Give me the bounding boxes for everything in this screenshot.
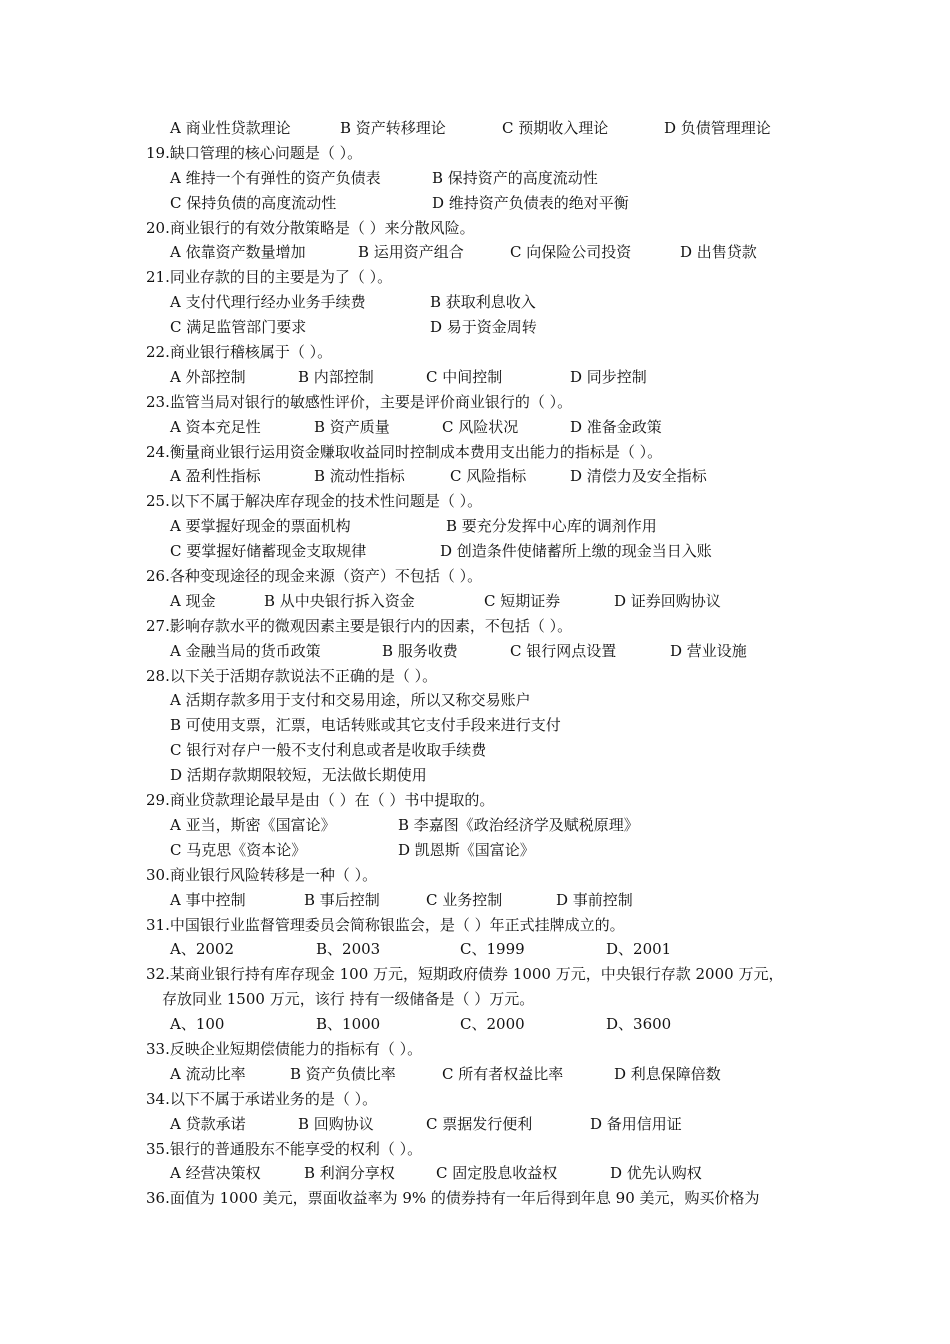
- option-row: [146, 1161, 826, 1186]
- question-stem: 22.商业银行稽核属于（ ）。: [146, 343, 333, 362]
- answer-option: C 要掌握好储蓄现金支取规律: [170, 542, 367, 561]
- answer-option: B 运用资产组合: [358, 243, 464, 262]
- answer-option: A 经营决策权: [170, 1164, 261, 1183]
- option-row: [146, 713, 826, 738]
- answer-option: A 贷款承诺: [170, 1114, 246, 1133]
- answer-option: A、2002: [170, 940, 235, 959]
- question-stem-continued: 存放同业 1500 万元，该行 持有一级储备是（ ）万元。: [162, 990, 535, 1009]
- answer-option: A 亚当，斯密《国富论》: [170, 815, 336, 834]
- answer-option: C 固定股息收益权: [436, 1164, 558, 1183]
- option-row: [146, 514, 826, 539]
- option-row: [146, 688, 826, 713]
- answer-option: D 准备金政策: [570, 417, 662, 436]
- answer-option: B 从中央银行拆入资金: [264, 591, 415, 610]
- question-stem: 32.某商业银行持有库存现金 100 万元，短期政府债券 1000 万元，中央银行存款 2000 万元，: [146, 965, 784, 984]
- answer-option: C 马克思《资本论》: [170, 840, 307, 859]
- question-stem: 33.反映企业短期偿债能力的指标有（ ）。: [146, 1039, 423, 1058]
- option-row: [146, 813, 826, 838]
- answer-option: C 银行对存户一般不支付利息或者是收取手续费: [170, 741, 487, 760]
- answer-option: C 业务控制: [426, 890, 503, 909]
- answer-option: B 事后控制: [304, 890, 380, 909]
- option-row: [146, 1112, 826, 1137]
- option-row: [146, 191, 826, 216]
- question-stem: 23.监管当局对银行的敏感性评价，主要是评价商业银行的（ ）。: [146, 392, 573, 411]
- answer-option: C 短期证券: [484, 591, 561, 610]
- answer-option: A 事中控制: [170, 890, 246, 909]
- answer-option: A、100: [170, 1015, 225, 1034]
- answer-option: B 资产质量: [314, 417, 390, 436]
- question-stem: 36.面值为 1000 美元，票面收益率为 9% 的债券持有一年后得到年息 90 美元，购买价格为: [146, 1189, 760, 1208]
- answer-option: D 事前控制: [556, 890, 633, 909]
- answer-option: C 中间控制: [426, 367, 503, 386]
- question-stem: 24.衡量商业银行运用资金赚取收益同时控制成本费用支出能力的指标是（ ）。: [146, 442, 663, 461]
- answer-option: A 要掌握好现金的票面机构: [170, 517, 351, 536]
- question-stem: 19.缺口管理的核心问题是（ ）。: [146, 143, 363, 162]
- option-row: [146, 539, 826, 564]
- answer-option: D 凯恩斯《国富论》: [398, 840, 535, 859]
- option-row: [146, 937, 826, 962]
- answer-option: A 外部控制: [170, 367, 246, 386]
- answer-option: B 资产负债比率: [290, 1064, 396, 1083]
- answer-option: D 清偿力及安全指标: [570, 467, 707, 486]
- answer-option: B 内部控制: [298, 367, 374, 386]
- answer-option: D 优先认购权: [610, 1164, 702, 1183]
- answer-option: A 流动比率: [170, 1064, 246, 1083]
- answer-option: D 利息保障倍数: [614, 1064, 721, 1083]
- answer-option: C 风险指标: [450, 467, 527, 486]
- answer-option: B 服务收费: [382, 641, 458, 660]
- answer-option: A 金融当局的货币政策: [170, 641, 321, 660]
- answer-option: B 获取利息收入: [430, 293, 536, 312]
- option-row: [146, 240, 826, 265]
- question-stem: 21.同业存款的目的主要是为了（ ）。: [146, 268, 393, 287]
- option-row: [146, 763, 826, 788]
- option-row: [146, 1012, 826, 1037]
- option-row: [146, 315, 826, 340]
- option-row: [146, 589, 826, 614]
- answer-option: C、1999: [460, 940, 525, 959]
- answer-option: C 满足监管部门要求: [170, 318, 307, 337]
- answer-option: D、2001: [606, 940, 672, 959]
- question-stem: 25.以下不属于解决库存现金的技术性问题是（ ）。: [146, 492, 483, 511]
- answer-option: C 票据发行便利: [426, 1114, 533, 1133]
- answer-option: A 盈利性指标: [170, 467, 261, 486]
- answer-option: B 资产转移理论: [340, 119, 446, 137]
- answer-option: C 保持负债的高度流动性: [170, 193, 337, 212]
- question-stem: 29.商业贷款理论最早是由（ ）在（ ）书中提取的。: [146, 791, 495, 810]
- answer-option: C、2000: [460, 1015, 525, 1034]
- answer-option: A 商业性贷款理论: [170, 119, 291, 137]
- option-row: [146, 166, 826, 191]
- answer-option: B 流动性指标: [314, 467, 405, 486]
- option-row: [146, 888, 826, 913]
- answer-option: B 要充分发挥中心库的调剂作用: [446, 517, 657, 536]
- option-row: [146, 738, 826, 763]
- question-stem: 34.以下不属于承诺业务的是（ ）。: [146, 1089, 378, 1108]
- answer-option: D 证券回购协议: [614, 591, 721, 610]
- question-stem: 30.商业银行风险转移是一种（ ）。: [146, 865, 378, 884]
- question-stem: 27.影响存款水平的微观因素主要是银行内的因素，不包括（ ）。: [146, 616, 573, 635]
- answer-option: B 保持资产的高度流动性: [432, 168, 598, 187]
- answer-option: B 利润分享权: [304, 1164, 395, 1183]
- question-stem: 35.银行的普通股东不能享受的权利（ ）。: [146, 1139, 423, 1158]
- answer-option: B 可使用支票，汇票，电话转账或其它支付手段来进行支付: [170, 716, 561, 735]
- answer-option: D 备用信用证: [590, 1114, 682, 1133]
- answer-option: D 出售贷款: [680, 243, 757, 262]
- answer-option: C 向保险公司投资: [510, 243, 632, 262]
- answer-option: D 易于资金周转: [430, 318, 537, 337]
- answer-option: D 同步控制: [570, 367, 647, 386]
- answer-option: D 负债管理理论: [664, 119, 771, 137]
- answer-option: D 维持资产负债表的绝对平衡: [432, 193, 629, 212]
- answer-option: C 银行网点设置: [510, 641, 617, 660]
- option-row: [146, 415, 826, 440]
- option-row: [146, 116, 826, 141]
- answer-option: D 创造条件使储蓄所上缴的现金当日入账: [440, 542, 712, 561]
- answer-option: B 李嘉图《政治经济学及赋税原理》: [398, 815, 639, 834]
- answer-option: D 活期存款期限较短，无法做长期使用: [170, 766, 427, 785]
- option-row: [146, 290, 826, 315]
- option-row: [146, 464, 826, 489]
- question-stem: 20.商业银行的有效分散策略是（ ）来分散风险。: [146, 218, 475, 237]
- question-stem: 26.各种变现途径的现金来源（资产）不包括（ ）。: [146, 567, 483, 586]
- question-stem: 31.中国银行业监督管理委员会简称银监会，是（ ）年正式挂牌成立的。: [146, 915, 625, 934]
- option-row: [146, 639, 826, 664]
- answer-option: C 预期收入理论: [502, 119, 609, 137]
- answer-option: A 支付代理行经办业务手续费: [170, 293, 366, 312]
- question-stem: 28.以下关于活期存款说法不正确的是（ ）。: [146, 666, 438, 685]
- answer-option: B、1000: [316, 1015, 381, 1034]
- question-list: [146, 116, 826, 1211]
- option-row: [146, 365, 826, 390]
- option-row: [146, 838, 826, 863]
- answer-option: A 现金: [170, 591, 216, 610]
- answer-option: A 活期存款多用于支付和交易用途，所以又称交易账户: [170, 691, 531, 710]
- answer-option: D、3600: [606, 1015, 672, 1034]
- answer-option: C 风险状况: [442, 417, 519, 436]
- answer-option: B、2003: [316, 940, 381, 959]
- answer-option: C 所有者权益比率: [442, 1064, 564, 1083]
- answer-option: B 回购协议: [298, 1114, 374, 1133]
- option-row: [146, 1062, 826, 1087]
- answer-option: A 资本充足性: [170, 417, 261, 436]
- answer-option: A 维持一个有弹性的资产负债表: [170, 168, 381, 187]
- answer-option: D 营业设施: [670, 641, 747, 660]
- answer-option: A 依靠资产数量增加: [170, 243, 306, 262]
